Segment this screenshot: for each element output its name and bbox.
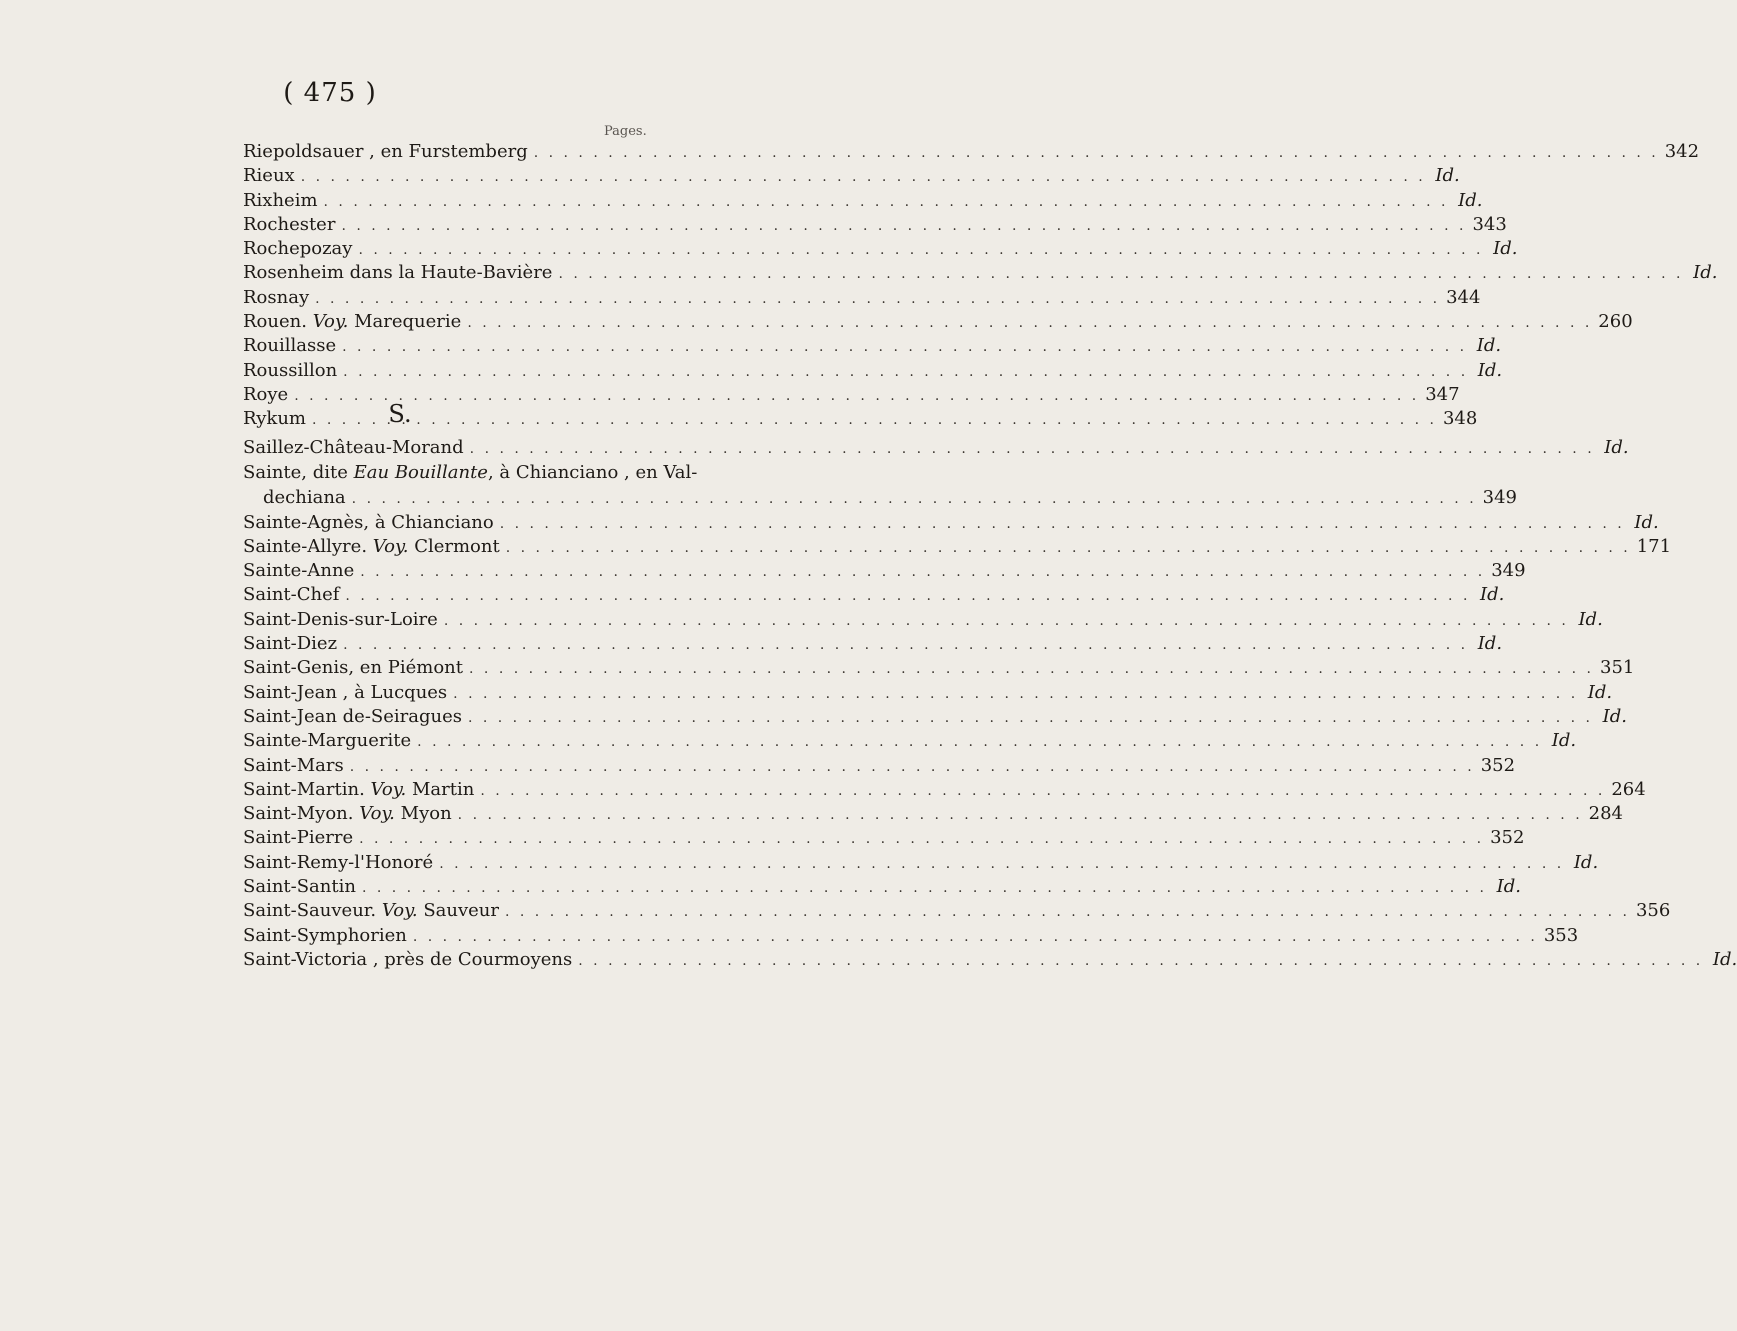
dot-leader bbox=[301, 165, 1426, 189]
dot-leader bbox=[468, 706, 1593, 730]
entry-name: Sainte-Agnès, à Chianciano bbox=[243, 511, 494, 533]
entry-name: Saint-Myon. bbox=[243, 803, 354, 825]
entry-name-group bbox=[243, 261, 552, 285]
index-entry bbox=[243, 681, 1613, 705]
page-reference: Id. bbox=[1496, 876, 1521, 898]
index-entry bbox=[243, 705, 1627, 729]
page-reference: Id. bbox=[1458, 189, 1483, 211]
dot-leader bbox=[315, 287, 1440, 311]
entry-name-group bbox=[243, 656, 463, 680]
page-reference: Id. bbox=[1480, 584, 1505, 606]
page-reference: 260 bbox=[1598, 311, 1633, 333]
entry-name: Saint-Jean , à Lucques bbox=[243, 681, 448, 703]
entry-name: Saint-Pierre bbox=[243, 827, 354, 849]
dot-leader bbox=[439, 852, 1564, 876]
index-entry bbox=[243, 334, 1502, 358]
index-entry bbox=[243, 729, 1577, 753]
dot-leader bbox=[417, 730, 1542, 754]
index-entry bbox=[243, 778, 1646, 802]
page-reference: 344 bbox=[1446, 286, 1481, 308]
entry-name-group bbox=[243, 535, 500, 559]
index-entry-first-line bbox=[243, 460, 743, 486]
dot-leader bbox=[413, 925, 1538, 949]
page-reference: Id. bbox=[1551, 730, 1577, 752]
index-entry bbox=[243, 261, 1718, 285]
entry-name: Saint-Jean de-Seiragues bbox=[243, 705, 462, 727]
voy-reference: Voy. bbox=[372, 535, 409, 557]
index-entry bbox=[243, 436, 1629, 460]
index-entry bbox=[243, 213, 1507, 237]
entry-name-group bbox=[243, 705, 462, 729]
dot-leader bbox=[458, 803, 1583, 827]
entry-name: Saint-Genis, en Piémont bbox=[243, 657, 464, 679]
index-entry bbox=[243, 511, 1659, 535]
entry-name-group bbox=[243, 334, 336, 358]
entry-name: Saint-Remy-l'Honoré bbox=[243, 851, 434, 873]
index-entry bbox=[243, 310, 1633, 334]
dot-leader bbox=[578, 949, 1703, 973]
dot-leader bbox=[467, 311, 1592, 335]
page-reference: Id. bbox=[1604, 437, 1629, 458]
entry-name: Saint-Symphorien bbox=[243, 924, 407, 946]
page-reference: 284 bbox=[1588, 803, 1624, 825]
entry-name: Sainte-Marguerite bbox=[243, 730, 412, 752]
index-entry bbox=[243, 802, 1624, 826]
page-reference: Id. bbox=[1476, 335, 1502, 357]
index-entry bbox=[243, 826, 1525, 850]
entry-name-group bbox=[243, 754, 344, 778]
page-reference: Id. bbox=[1602, 705, 1627, 727]
entry-name-group bbox=[243, 778, 474, 802]
page-reference: Id. bbox=[1573, 851, 1599, 873]
entry-name-group bbox=[243, 802, 452, 826]
entry-name: Saint-Chef bbox=[243, 584, 340, 606]
dot-leader bbox=[362, 876, 1487, 900]
index-entry bbox=[243, 948, 1737, 972]
entry-name: Sainte, dite bbox=[243, 462, 348, 484]
dot-leader bbox=[506, 536, 1631, 560]
index-section-s bbox=[243, 436, 1737, 972]
dot-leader bbox=[359, 827, 1484, 851]
dot-leader bbox=[470, 437, 1595, 461]
entry-name-group bbox=[243, 310, 461, 334]
index-entry bbox=[243, 851, 1599, 875]
entry-name: Rykum bbox=[243, 408, 306, 430]
page-reference: 349 bbox=[1491, 560, 1526, 582]
entry-name-group bbox=[243, 164, 295, 188]
entry-name-group bbox=[243, 851, 433, 875]
index-entry bbox=[243, 875, 1521, 899]
entry-name-group bbox=[243, 436, 464, 460]
index-entry bbox=[243, 754, 1516, 778]
page-reference: Id. bbox=[1712, 948, 1737, 970]
index-entry bbox=[243, 583, 1505, 607]
entry-name-group bbox=[243, 286, 309, 310]
page-reference: 171 bbox=[1636, 535, 1672, 557]
entry-name-group bbox=[243, 583, 339, 607]
dot-leader bbox=[345, 584, 1470, 608]
entry-name: Sainte-Allyre. bbox=[243, 535, 368, 557]
index-entry bbox=[243, 535, 1672, 559]
page-reference: 342 bbox=[1664, 141, 1700, 162]
entry-name: Rosenheim dans la Haute-Bavière bbox=[243, 262, 553, 284]
entry-name: Sainte-Anne bbox=[243, 560, 355, 582]
page-reference: 347 bbox=[1425, 383, 1460, 405]
entry-name: Rosnay bbox=[243, 286, 310, 308]
voy-reference: Voy. bbox=[312, 311, 349, 333]
voy-reference: Voy. bbox=[359, 803, 395, 825]
cross-reference: Sauveur bbox=[423, 900, 499, 922]
entry-name-suffix: , à Chianciano , en Val- bbox=[487, 462, 698, 484]
entry-name-group bbox=[243, 632, 337, 656]
page-reference: 353 bbox=[1543, 924, 1579, 946]
entry-name: Rouen. bbox=[243, 311, 307, 333]
page-reference: Id. bbox=[1578, 608, 1603, 630]
page-reference: Id. bbox=[1634, 511, 1659, 533]
entry-name-group bbox=[243, 924, 407, 948]
dot-leader bbox=[505, 900, 1630, 924]
entry-name-group bbox=[243, 359, 337, 383]
index-entry bbox=[243, 359, 1503, 383]
entry-name: Saint-Diez bbox=[243, 633, 338, 655]
index-section-r bbox=[243, 140, 1718, 432]
page-reference: Id. bbox=[1493, 238, 1518, 260]
entry-name-group bbox=[263, 486, 346, 510]
entry-name: Roussillon bbox=[243, 359, 338, 381]
page-reference: 352 bbox=[1480, 754, 1516, 776]
index-entry bbox=[243, 164, 1460, 188]
cross-reference: Myon bbox=[400, 803, 452, 825]
page-reference: Id. bbox=[1587, 681, 1613, 703]
cross-reference: Marequerie bbox=[354, 311, 462, 333]
dot-leader bbox=[343, 360, 1468, 384]
entry-name: Saillez-Château-Morand bbox=[243, 437, 464, 458]
entry-name-group bbox=[243, 140, 528, 164]
entry-name-group bbox=[243, 948, 572, 972]
dot-leader bbox=[500, 512, 1625, 536]
dot-leader bbox=[444, 609, 1569, 633]
index-entry bbox=[243, 140, 1700, 164]
index-entry bbox=[243, 286, 1481, 310]
pages-column-label: Pages. bbox=[604, 124, 647, 139]
dot-leader bbox=[558, 262, 1683, 286]
index-entry bbox=[243, 632, 1503, 656]
entry-name-group bbox=[243, 729, 411, 753]
entry-name: Saint-Victoria , près de Courmoyens bbox=[243, 948, 573, 970]
section-heading-s: S. bbox=[388, 400, 412, 428]
entry-name-group bbox=[243, 237, 352, 261]
page-reference: 264 bbox=[1611, 778, 1646, 800]
page-reference: Id. bbox=[1693, 262, 1718, 284]
page-reference: Id. bbox=[1477, 359, 1503, 381]
entry-name: Saint-Mars bbox=[243, 754, 344, 776]
index-entry bbox=[243, 899, 1671, 923]
dot-leader bbox=[534, 141, 1659, 165]
entry-name-group bbox=[243, 189, 318, 213]
page-number: ( 475 ) bbox=[283, 78, 377, 108]
entry-name-group bbox=[243, 826, 353, 850]
dot-leader bbox=[352, 487, 1477, 511]
page-reference: Id. bbox=[1477, 633, 1503, 655]
voy-reference: Voy. bbox=[370, 778, 407, 800]
index-entry bbox=[243, 608, 1603, 632]
entry-name-group bbox=[243, 608, 438, 632]
entry-name: Saint-Sauveur. bbox=[243, 900, 377, 922]
cross-reference: Martin bbox=[411, 778, 475, 800]
dot-leader bbox=[343, 633, 1468, 657]
entry-name: Rixheim bbox=[243, 189, 318, 211]
page-reference: 343 bbox=[1472, 213, 1507, 235]
entry-name-group bbox=[243, 213, 335, 237]
entry-name: Rochepozay bbox=[243, 238, 353, 260]
entry-name-group bbox=[243, 511, 494, 535]
dot-leader bbox=[360, 560, 1485, 584]
cross-reference: Clermont bbox=[414, 535, 500, 557]
page-reference: 349 bbox=[1482, 487, 1518, 509]
dot-leader bbox=[469, 657, 1594, 681]
entry-name: Saint-Martin. bbox=[243, 778, 365, 800]
index-entry bbox=[243, 237, 1518, 261]
entry-name-group bbox=[243, 875, 356, 899]
entry-name: Roye bbox=[243, 383, 289, 405]
index-entry bbox=[243, 559, 1526, 583]
entry-name: Rochester bbox=[243, 213, 336, 235]
entry-name: Saint-Denis-sur-Loire bbox=[243, 608, 438, 630]
voy-reference: Voy. bbox=[381, 900, 418, 922]
entry-name-group bbox=[243, 681, 447, 705]
index-entry-continuation bbox=[243, 486, 1518, 510]
page-reference: 351 bbox=[1600, 657, 1635, 679]
dot-leader bbox=[350, 755, 1475, 779]
index-entry bbox=[243, 189, 1483, 213]
dot-leader bbox=[453, 682, 1578, 706]
dot-leader bbox=[324, 190, 1449, 214]
entry-name: Rieux bbox=[243, 165, 295, 187]
index-entry bbox=[243, 656, 1635, 680]
entry-name-group bbox=[243, 899, 499, 923]
page-reference: 352 bbox=[1490, 827, 1525, 849]
entry-name: Saint-Santin bbox=[243, 876, 356, 898]
entry-name-italic: Eau Bouillante bbox=[353, 462, 488, 484]
entry-name: Rouillasse bbox=[243, 335, 337, 357]
index-entry bbox=[243, 924, 1579, 948]
dot-leader bbox=[480, 779, 1605, 803]
dot-leader bbox=[358, 238, 1483, 262]
entry-name: Riepoldsauer , en Furstemberg bbox=[243, 141, 528, 162]
dot-leader bbox=[341, 214, 1466, 238]
entry-name-group bbox=[243, 559, 354, 583]
page-reference: Id. bbox=[1435, 165, 1460, 187]
entry-name-continuation: dechiana bbox=[263, 487, 346, 509]
page-reference: 356 bbox=[1635, 900, 1671, 922]
page-reference: 348 bbox=[1442, 408, 1478, 430]
dot-leader bbox=[342, 335, 1467, 359]
